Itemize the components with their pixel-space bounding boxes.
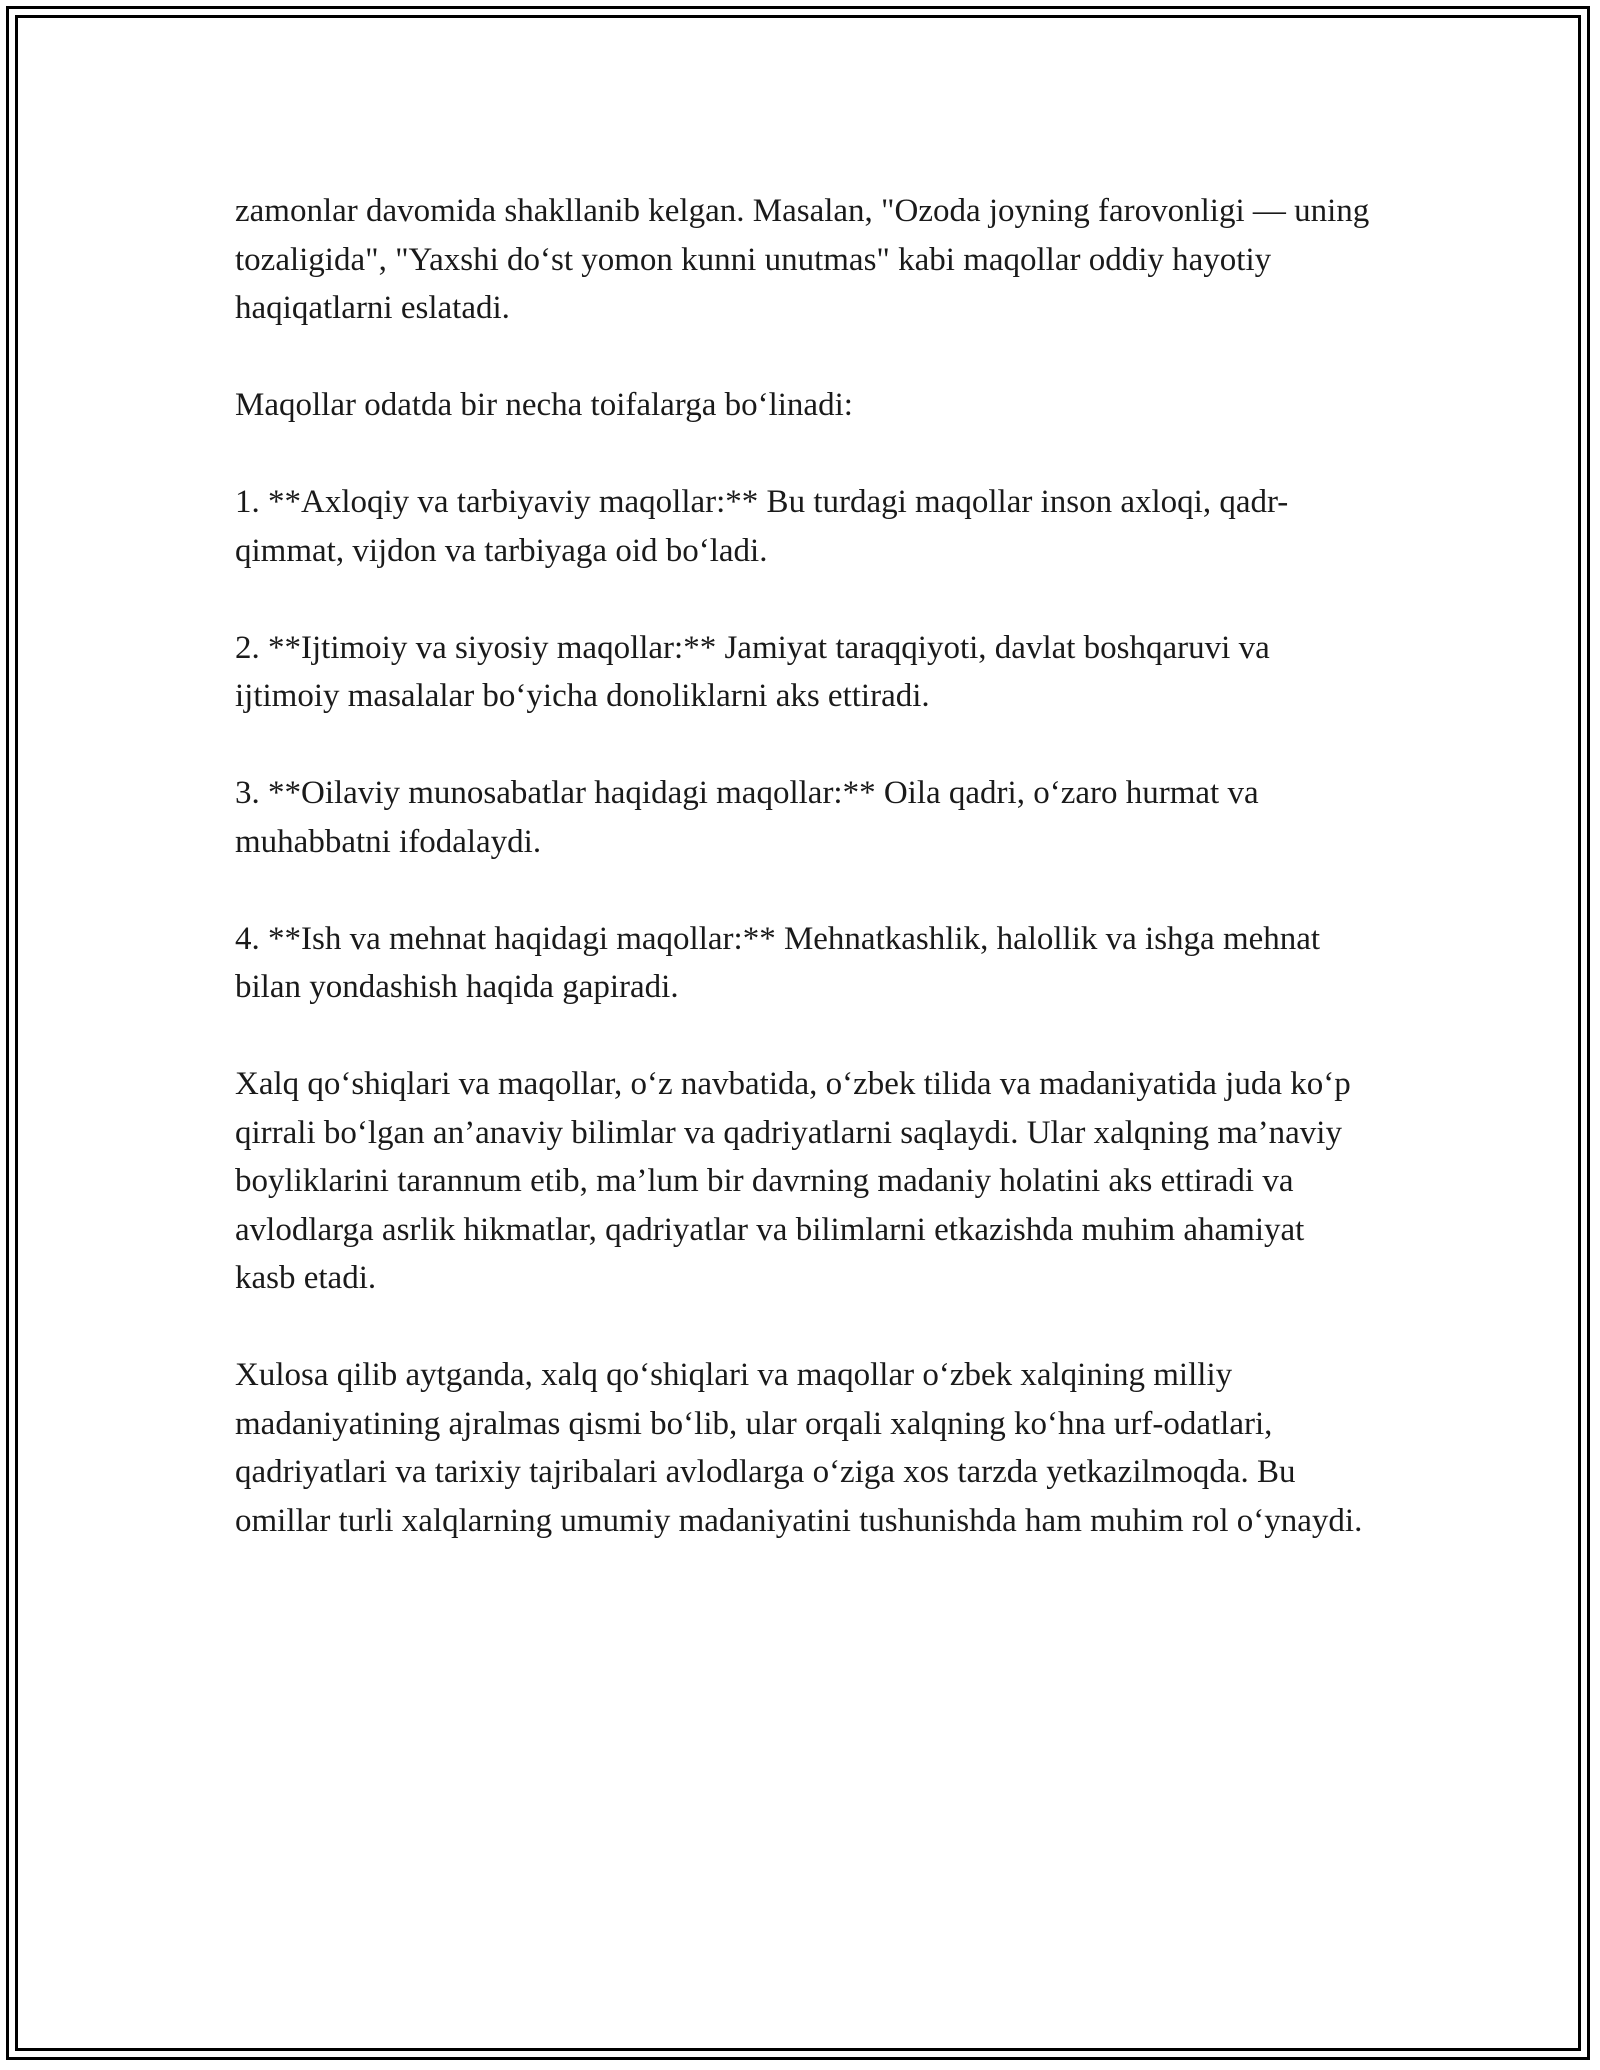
paragraph-cultural-value: Xalq qo‘shiqlari va maqollar, o‘z navbatida, o‘zbek tilida va madaniyatida juda ko‘p qirrali bo‘lgan an’anaviy bilimlar va qadriyatlarni saqlaydi. Ular xalqning ma’naviy boyliklarini tarannum etib, ma’lum bir davrning madaniy holatini aks ettiradi va avlodlarga asrlik hikmatlar, qadriyatlar va bilimlarni etkazishda muhim ahamiyat kasb etadi. [235,1066,1351,1296]
list-item-social-proverbs: 2. **Ijtimoiy va siyosiy maqollar:** Jamiyat taraqqiyoti, davlat boshqaruvi va ijtimoiy masalalar bo‘yicha donoliklarni aks ettiradi. [235,629,1270,714]
paragraph-conclusion: Xulosa qilib aytganda, xalq qo‘shiqlari va maqollar o‘zbek xalqining milliy madaniyatining ajralmas qismi bo‘lib, ular orqali xalqning ko‘hna urf-odatlari, qadriyatlari va tarixiy tajribalari avlodlarga o‘ziga xos tarzda yetkazilmoqda. Bu omillar turli xalqlarning umumiy madaniyatini tushunishda ham muhim rol o‘ynaydi. [235,1357,1363,1539]
list-item-work-proverbs: 4. **Ish va mehnat haqidagi maqollar:** Mehnatkashlik, halollik va ishga mehnat bilan yondashish haqida gapiradi. [235,920,1321,1005]
paragraph-proverb-examples: zamonlar davomida shakllanib kelgan. Masalan, "Ozoda joyning farovonligi — uning tozaligida", "Yaxshi do‘st yomon kunni unutmas" kabi maqollar oddiy hayotiy haqiqatlarni eslatadi. [235,193,1370,326]
paragraph-categories-intro: Maqollar odatda bir necha toifalarga bo‘linadi: [235,387,853,423]
list-item-family-proverbs: 3. **Oilaviy munosabatlar haqidagi maqollar:** Oila qadri, o‘zaro hurmat va muhabbatni ifodalaydi. [235,775,1259,860]
list-item-moral-proverbs: 1. **Axloqiy va tarbiyaviy maqollar:** Bu turdagi maqollar inson axloqi, qadr-qimmat, vijdon va tarbiyaga oid bo‘ladi. [235,484,1289,569]
document-body [235,187,1370,1594]
